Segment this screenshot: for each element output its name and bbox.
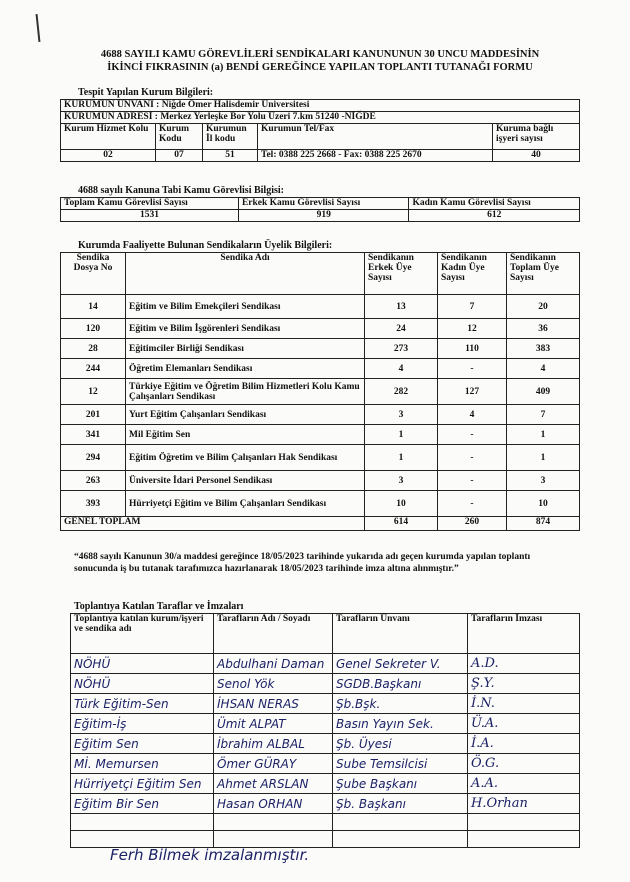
sendika-row [61,425,580,445]
sendika-toplam: 383 [507,339,580,359]
taraf-imza: Ü.A. [468,714,580,734]
empty-cell [71,831,214,848]
sendika-adi: Eğitim Öğretim ve Bilim Çalışanları Hak Sendikası [126,445,365,471]
sendika-row [61,295,580,319]
taraf-row [71,734,580,754]
gorevli-section-title: 4688 sayılı Kanuna Tabi Kamu Görevlisi Bilgisi: [78,185,284,196]
taraf-adi: Senol Yök [214,674,333,694]
form-title [40,48,600,74]
sendika-toplam: 20 [507,295,580,319]
col-toplam-uye: Sendikanın Toplam Üye Sayısı [507,253,580,295]
kurum-adres: KURUMUN ADRESİ : Merkez Yerleşke Bor Yolu Üzeri 7.km 51240 -NİĞDE [61,112,580,124]
taraf-imza: A.A. [468,774,580,794]
sendika-toplam: 3 [507,471,580,491]
taraf-adi: Ömer GÜRAY [214,754,333,774]
kurum-table [60,99,580,162]
taraf-imza: H.Orhan [468,794,580,814]
sendika-erkek: 1 [365,445,438,471]
sendika-adi: Öğretim Elemanları Sendikası [126,359,365,379]
sendika-row [61,379,580,405]
sendika-row [61,491,580,517]
col-dosya-no: Sendika Dosya No [61,253,126,295]
col-erkek-uye: Sendikanın Erkek Üye Sayısı [365,253,438,295]
sendika-toplam: 4 [507,359,580,379]
taraf-unvan: Basın Yayın Sek. [333,714,468,734]
col-kurum-kodu: Kurum Kodu [156,124,203,150]
sendika-kadin: - [438,445,507,471]
sendika-adi: Eğitim ve Bilim Emekçileri Sendikası [126,295,365,319]
sendika-adi: Eğitim ve Bilim İşgörenleri Sendikası [126,319,365,339]
sendika-kadin: 127 [438,379,507,405]
genel-toplam-label: GENEL TOPLAM [61,517,365,531]
sendika-erkek: 13 [365,295,438,319]
empty-cell [468,831,580,848]
sendika-toplam: 1 [507,425,580,445]
taraf-kurum: NÖHÜ [71,674,214,694]
sendika-toplam: 1 [507,445,580,471]
sendika-kadin: - [438,471,507,491]
sendika-toplam: 10 [507,491,580,517]
taraf-adi: Hasan ORHAN [214,794,333,814]
col-toplam-gorevli: Toplam Kamu Görevlisi Sayısı [61,198,239,210]
sendika-erkek: 3 [365,405,438,425]
taraf-row [71,794,580,814]
sendika-table [60,252,580,531]
margin-mark [36,14,41,42]
genel-toplam: 874 [507,517,580,531]
taraf-kurum: Eğitim Sen [71,734,214,754]
col-taraf-adi: Tarafların Adı / Soyadı [214,614,333,654]
sendika-adi: Türkiye Eğitim ve Öğretim Bilim Hizmetleri Kolu Kamu Çalışanları Sendikası [126,379,365,405]
col-tel: Kurumun Tel/Fax [258,124,493,150]
sendika-kadin: 7 [438,295,507,319]
taraf-row [71,714,580,734]
taraf-imza: İ.N. [468,694,580,714]
sendika-erkek: 10 [365,491,438,517]
col-kadin-gorevli: Kadın Kamu Görevlisi Sayısı [409,198,580,210]
sendika-row [61,471,580,491]
kadin-gorevli-value: 612 [409,210,580,222]
taraf-adi: Ümit ALPAT [214,714,333,734]
taraf-kurum: NÖHÜ [71,654,214,674]
taraf-row [71,774,580,794]
taraf-kurum: Türk Eğitim-Sen [71,694,214,714]
sendika-kadin: - [438,359,507,379]
col-il-kodu: Kurumun İl kodu [203,124,258,150]
form-title-line2: İKİNCİ FIKRASININ (a) BENDİ GEREĞİNCE YAPILAN TOPLANTI TUTANAĞI FORMU [107,62,533,73]
sendika-dosya-no: 201 [61,405,126,425]
tel-value: Tel: 0388 225 2668 - Fax: 0388 225 2670 [258,150,493,162]
sendika-dosya-no: 14 [61,295,126,319]
sendika-kadin: - [438,425,507,445]
taraf-adi: Abdulhani Daman [214,654,333,674]
empty-cell [333,814,468,831]
empty-cell [214,814,333,831]
taraf-unvan: Genel Sekreter V. [333,654,468,674]
taraf-kurum: Mİ. Memursen [71,754,214,774]
col-sendika-adi: Sendika Adı [126,253,365,295]
empty-cell [214,831,333,848]
sendika-toplam: 409 [507,379,580,405]
sendika-adi: Eğitimciler Birliği Sendikası [126,339,365,359]
sendika-erkek: 273 [365,339,438,359]
sendika-erkek: 282 [365,379,438,405]
taraf-adi: Ahmet ARSLAN [214,774,333,794]
form-title-line1: 4688 SAYILI KAMU GÖREVLİLERİ SENDİKALARI KANUNUNUN 30 UNCU MADDESİNİN [100,49,540,60]
taraflar-section-title: Toplantıya Katılan Taraflar ve İmzaları [74,601,244,612]
col-taraf-imza: Tarafların İmzası [468,614,580,654]
col-isyeri: Kuruma bağlı işyeri sayısı [493,124,580,150]
col-hizmet-kolu: Kurum Hizmet Kolu [61,124,156,150]
sendika-kadin: 4 [438,405,507,425]
col-katilan-kurum: Toplantıya katılan kurum/işyeri ve sendika adı [71,614,214,654]
col-taraf-unvan: Tarafların Ünvanı [333,614,468,654]
erkek-gorevli-value: 919 [238,210,409,222]
sendika-kadin: - [438,491,507,517]
taraf-unvan: Sube Temsilcisi [333,754,468,774]
taraf-kurum: Eğitim Bir Sen [71,794,214,814]
empty-cell [71,814,214,831]
sendika-dosya-no: 263 [61,471,126,491]
sendika-adi: Üniversite İdari Personel Sendikası [126,471,365,491]
sendika-kadin: 12 [438,319,507,339]
taraf-row [71,694,580,714]
genel-erkek: 614 [365,517,438,531]
statement-text: “4688 sayılı Kanunun 30/a maddesi gereğince 18/05/2023 tarihinde yukarıda adı geçen kurumda yapılan toplantı sonucunda iş bu tutanak tarafımızca hazırlanarak 18/05/2023 tarihinde imza altına alınmıştır.” [74,552,531,574]
sendika-row [61,319,580,339]
taraf-unvan: Şb. Üyesi [333,734,468,754]
taraf-row [71,754,580,774]
il-kodu-value: 51 [203,150,258,162]
taraf-unvan: Şb. Başkanı [333,794,468,814]
empty-cell [468,814,580,831]
sendika-toplam: 7 [507,405,580,425]
sendika-dosya-no: 294 [61,445,126,471]
taraf-imza: A.D. [468,654,580,674]
taraf-unvan: SGDB.Başkanı [333,674,468,694]
sendika-adi: Yurt Eğitim Çalışanları Sendikası [126,405,365,425]
sendika-dosya-no: 120 [61,319,126,339]
sendika-toplam: 36 [507,319,580,339]
sendika-row [61,405,580,425]
sendika-erkek: 4 [365,359,438,379]
footer-handwritten-note: Ferh Bilmek imzalanmıştır. [110,846,310,864]
kurum-section-title: Tespit Yapılan Kurum Bilgileri: [78,87,214,98]
taraf-imza: İ.A. [468,734,580,754]
sendika-adi: Hürriyetçi Eğitim ve Bilim Çalışanları Sendikası [126,491,365,517]
sendika-row [61,445,580,471]
taraf-adi: İbrahim ALBAL [214,734,333,754]
taraf-unvan: Şb.Bşk. [333,694,468,714]
kurum-kodu-value: 07 [156,150,203,162]
genel-kadin: 260 [438,517,507,531]
sendika-dosya-no: 341 [61,425,126,445]
sendika-adi: Mil Eğitim Sen [126,425,365,445]
col-erkek-gorevli: Erkek Kamu Görevlisi Sayısı [238,198,409,210]
kurum-unvan: KURUMUN ÜNVANI : Niğde Ömer Halisdemir Üniversitesi [61,100,580,112]
toplam-gorevli-value: 1531 [61,210,239,222]
isyeri-value: 40 [493,150,580,162]
sendika-dosya-no: 12 [61,379,126,405]
sendika-kadin: 110 [438,339,507,359]
col-kadin-uye: Sendikanın Kadın Üye Sayısı [438,253,507,295]
taraf-row [71,674,580,694]
taraf-kurum: Hürriyetçi Eğitim Sen [71,774,214,794]
sendika-erkek: 24 [365,319,438,339]
empty-cell [333,831,468,848]
taraf-unvan: Şube Başkanı [333,774,468,794]
sendika-row [61,359,580,379]
sendika-row [61,339,580,359]
taraf-row [71,654,580,674]
taraf-imza: Ö.G. [468,754,580,774]
taraf-imza: Ş.Y. [468,674,580,694]
taraflar-table [70,613,580,848]
sendika-section-title: Kurumda Faaliyette Bulunan Sendikaların Üyelik Bilgileri: [78,240,333,251]
sendika-erkek: 1 [365,425,438,445]
taraf-kurum: Eğitim-İş [71,714,214,734]
sendika-dosya-no: 28 [61,339,126,359]
sendika-dosya-no: 393 [61,491,126,517]
gorevli-table [60,197,580,222]
hizmet-kolu-value: 02 [61,150,156,162]
taraf-adi: İHSAN NERAS [214,694,333,714]
sendika-dosya-no: 244 [61,359,126,379]
sendika-erkek: 3 [365,471,438,491]
